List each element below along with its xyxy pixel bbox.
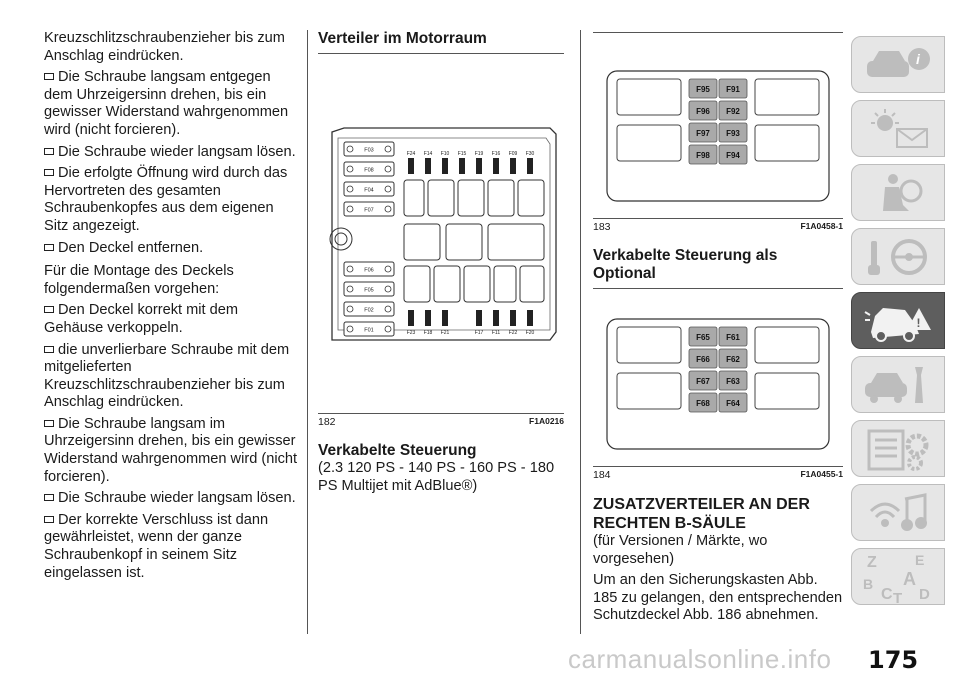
column-divider: [307, 30, 308, 634]
fuse-cell: [719, 79, 747, 98]
figure-184: [593, 289, 843, 481]
checkbox-bullet-icon: [44, 494, 54, 501]
fuse-slot: [344, 282, 394, 296]
figure-183: [593, 33, 843, 233]
step-text: Den Deckel entfernen.: [58, 239, 204, 256]
column-middle: [318, 30, 564, 499]
tab-emergency[interactable]: [851, 292, 945, 349]
car-info-icon: [863, 45, 933, 85]
section-heading: Verteiler im Motorraum: [318, 30, 487, 47]
car-service-icon: [861, 363, 935, 407]
index-letter: D: [919, 585, 930, 603]
fuse-label: F65: [696, 333, 710, 342]
column-left: [44, 30, 300, 586]
fuse-cell: [719, 145, 747, 164]
fuse-label: F02: [364, 307, 374, 314]
fuse-label: F67: [696, 377, 710, 386]
fuse-label: F01: [364, 327, 374, 334]
fuse-label: F09: [508, 151, 518, 157]
mini-fuse: [407, 151, 416, 174]
fuse-label: F97: [696, 129, 710, 138]
tab-start-driving[interactable]: [851, 228, 945, 285]
fuse-cell: [689, 371, 717, 390]
step-text: Den Deckel korrekt mit dem Gehäuse verkoppeln.: [44, 302, 239, 336]
mini-fuse: [492, 310, 500, 336]
fuse-cell: [689, 123, 717, 142]
fuse-label: F18: [423, 330, 433, 336]
fuse-label: F14: [423, 151, 433, 157]
column-right: [593, 30, 843, 629]
figure-caption: [593, 218, 843, 233]
step-text: Die Schraube langsam entgegen dem Uhrzeigersinn drehen, bis ein gewisser Widerstand wahrgenommen wird (nicht forcieren).: [44, 69, 289, 138]
step-text: Die Schraube wieder langsam lösen.: [58, 490, 296, 507]
fuse-cell: [719, 101, 747, 120]
key-steering-icon: [863, 235, 933, 279]
mini-fuse: [492, 151, 501, 174]
step-item: [44, 165, 300, 235]
fuse-label: F94: [726, 151, 740, 160]
fuse-label: F22: [508, 330, 518, 336]
section-heading: Verkabelte Steuerung: [318, 442, 477, 459]
mini-fuse: [424, 310, 433, 336]
fuse-cell: [689, 349, 717, 368]
svg-text:!: !: [916, 315, 921, 330]
watermark: carmanualsonline.info: [568, 644, 832, 674]
figure-number: 183: [593, 221, 611, 233]
paragraph: (für Versionen / Märkte, wo vorgesehen): [593, 533, 768, 567]
fuse-label: F17: [474, 330, 484, 336]
fuse-cell: [719, 123, 747, 142]
mini-fuse: [526, 151, 535, 174]
mini-fuse: [441, 310, 450, 336]
fuse-slot: [344, 182, 394, 196]
fuse-label: F93: [726, 129, 740, 138]
index-letter: Z: [867, 553, 877, 571]
car-emergency-icon: [861, 298, 935, 344]
multimedia-icon: [863, 491, 933, 535]
figure-caption: [593, 466, 843, 481]
checkbox-bullet-icon: [44, 516, 54, 523]
step-text: Die erfolgte Öffnung wird durch das Hervortreten des gesamten Schraubenkopfes aus dem eigenen Sitz angezeigt.: [44, 165, 288, 234]
mini-fuse: [424, 151, 433, 174]
index-letter: B: [863, 575, 874, 592]
step-item: [44, 416, 300, 486]
mini-fuse: [475, 151, 484, 174]
figure-code: F1A0216: [529, 416, 564, 426]
fuse-cell: [689, 101, 717, 120]
figure-code: F1A0458-1: [800, 221, 843, 231]
step-text: die unverlierbare Schraube mit dem mitgelieferten Kreuzschlitzschraubenzieher bis zum Anschlag eindrücken.: [44, 341, 290, 411]
fuse-label: F10: [440, 151, 450, 157]
fuse-label: F11: [491, 330, 501, 336]
figure-number: 184: [593, 469, 611, 481]
fuse-cell: [689, 145, 717, 164]
fuse-cell: [719, 393, 747, 412]
warning-lights-icon: [863, 107, 933, 151]
step-item: [44, 144, 300, 162]
step-item: [44, 512, 300, 582]
fuse-label: F68: [696, 399, 710, 408]
paragraph: (2.3 120 PS - 140 PS - 160 PS - 180 PS Multijet mit AdBlue®): [318, 460, 555, 494]
fuse-label: F64: [726, 399, 740, 408]
fuse-label: F96: [696, 107, 710, 116]
mini-fuse: [441, 151, 450, 174]
engine-fuse-box-diagram: [318, 54, 564, 406]
fuse-slot: [344, 142, 394, 156]
mini-fuse: [458, 151, 467, 174]
chapter-sidebar: [851, 36, 945, 612]
paragraph: Kreuzschlitzschraubenzieher bis zum Anschlag eindrücken.: [44, 30, 285, 64]
paragraph: Um an den Sicherungskasten Abb. 185 zu gelangen, den entsprechenden Schutzdeckel Abb. 186 abnehmen.: [593, 572, 843, 624]
fuse-cell: [689, 327, 717, 346]
fuse-label: F23: [406, 330, 416, 336]
fuse-label: F16: [491, 151, 501, 157]
fuse-panel-diagram-183: [593, 33, 843, 213]
tab-technical-data[interactable]: [851, 420, 945, 477]
step-item: [44, 342, 300, 412]
fuse-label: F61: [726, 333, 740, 342]
fuse-label: F04: [364, 187, 374, 194]
paragraph: Für die Montage des Deckels folgendermaßen vorgehen:: [44, 263, 234, 297]
fuse-label: F30: [525, 151, 535, 157]
tab-safety[interactable]: [851, 164, 945, 221]
fuse-slot: [344, 322, 394, 336]
tab-warning-lights[interactable]: [851, 100, 945, 157]
fuse-cell: [719, 327, 747, 346]
page-number: 175: [868, 646, 919, 674]
technical-data-icon: [863, 427, 933, 471]
fuse-label: F19: [474, 151, 484, 157]
checkbox-bullet-icon: [44, 346, 54, 353]
fuse-label: F05: [364, 287, 374, 294]
tab-multimedia[interactable]: [851, 484, 945, 541]
section-heading: Verkabelte Steuerung als Optional: [593, 247, 778, 282]
checkbox-bullet-icon: [44, 169, 54, 176]
figure-caption: [318, 413, 564, 428]
checkbox-bullet-icon: [44, 306, 54, 313]
fuse-label: F07: [364, 207, 374, 214]
fuse-slot: [344, 262, 394, 276]
fuse-label: F08: [364, 167, 374, 174]
fuse-label: F98: [696, 151, 710, 160]
mini-fuse: [407, 310, 416, 336]
step-item: [44, 490, 300, 508]
mini-fuse: [526, 310, 535, 336]
index-letter: C: [881, 585, 893, 603]
fuse-panel-diagram-184: [593, 289, 843, 461]
index-letter: A: [903, 568, 916, 589]
fuse-label: F91: [726, 85, 740, 94]
fuse-slot: [344, 202, 394, 216]
fuse-label: F66: [696, 355, 710, 364]
fuse-label: F15: [457, 151, 467, 157]
checkbox-bullet-icon: [44, 148, 54, 155]
mini-fuse: [509, 151, 518, 174]
index-letter: T: [893, 589, 903, 603]
tab-maintenance[interactable]: [851, 356, 945, 413]
fuse-label: F21: [440, 330, 450, 336]
fuse-cell: [689, 393, 717, 412]
fuse-label: F03: [364, 147, 374, 154]
fuse-slot: [344, 302, 394, 316]
figure-code: F1A0455-1: [800, 469, 843, 479]
mini-fuse: [475, 310, 484, 336]
step-item: [44, 240, 300, 258]
column-divider: [580, 30, 581, 634]
index-letter: E: [915, 551, 925, 568]
figure-182: [318, 54, 564, 428]
fuse-label: F92: [726, 107, 740, 116]
mini-fuse: [509, 310, 518, 336]
step-text: Der korrekte Verschluss ist dann gewährleistet, wenn der ganze Schraubenkopf in seinem Sitz eingelassen ist.: [44, 511, 269, 581]
figure-number: 182: [318, 416, 336, 428]
fuse-label: F95: [696, 85, 710, 94]
fuse-label: F62: [726, 355, 740, 364]
step-text: Die Schraube wieder langsam lösen.: [58, 143, 296, 160]
fuse-label: F24: [406, 151, 416, 157]
fuse-label: F63: [726, 377, 740, 386]
step-item: [44, 302, 300, 337]
step-text: Die Schraube langsam im Uhrzeigersinn drehen, bis ein gewisser Widerstand wahrgenommen wird (nicht forcieren).: [44, 415, 298, 485]
fuse-cell: [719, 371, 747, 390]
checkbox-bullet-icon: [44, 73, 54, 80]
section-heading: ZUSATZVERTEILER AN DER RECHTEN B-SÄULE: [593, 496, 810, 532]
fuse-cell: [719, 349, 747, 368]
tab-index[interactable]: [851, 548, 945, 605]
tab-car-info[interactable]: [851, 36, 945, 93]
fuse-cell: [689, 79, 717, 98]
step-item: [44, 69, 300, 139]
index-letters-icon: [861, 551, 935, 603]
fuse-label: F20: [525, 330, 535, 336]
airbag-seat-icon: [863, 171, 933, 215]
fuse-slot: [344, 162, 394, 176]
checkbox-bullet-icon: [44, 244, 54, 251]
svg-text:i: i: [916, 50, 920, 67]
checkbox-bullet-icon: [44, 420, 54, 427]
fuse-label: F06: [364, 267, 374, 274]
